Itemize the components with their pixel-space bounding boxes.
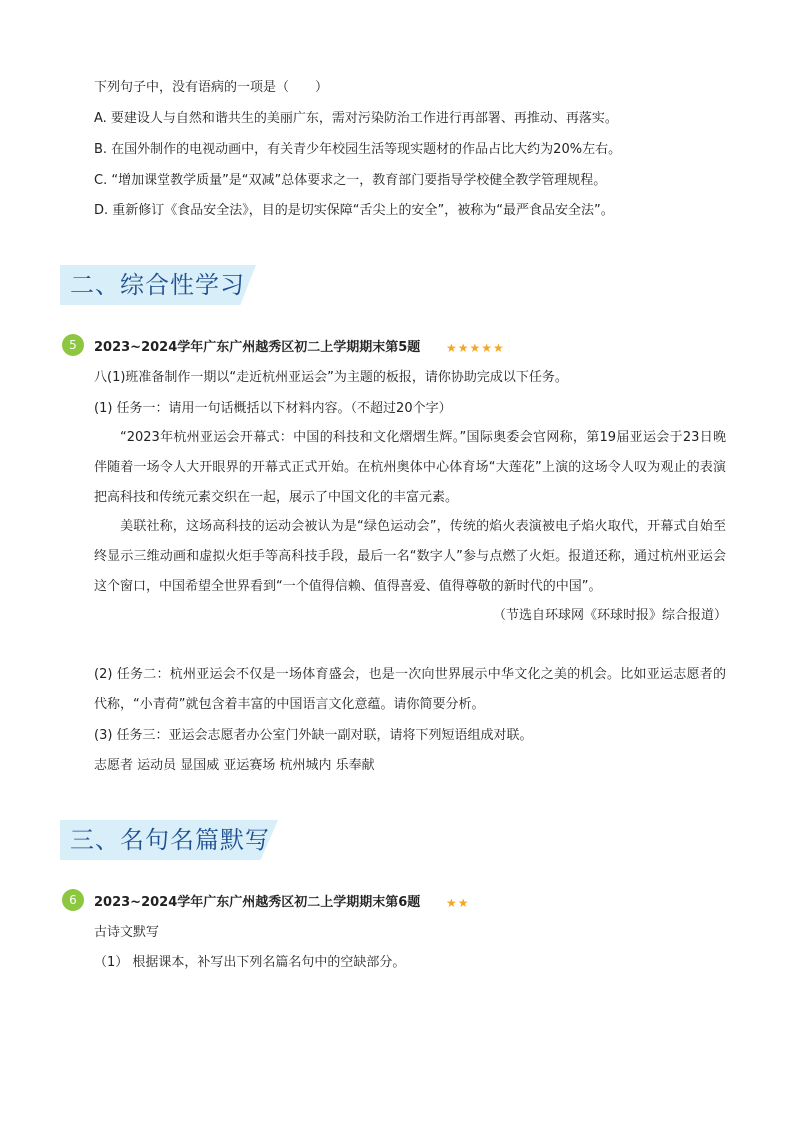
difficulty-stars: ★★★★★ [446, 341, 505, 355]
material-paragraph [94, 423, 726, 513]
option-c: C. “增加课堂教学质量”是“双减”总体要求之一，教育部门要指导学校健全教学管理规程。 [94, 173, 607, 188]
task-three: (3) 任务三：亚运会志愿者办公室门外缺一副对联，请将下列短语组成对联。 [94, 728, 533, 743]
question-subtitle: 古诗文默写 [94, 925, 160, 940]
task-one: (1) 任务一：请用一句话概括以下材料内容。（不超过20个字） [94, 401, 452, 416]
section-title: 二、综合性学习 [70, 271, 245, 299]
section-title: 三、名句名篇默写 [70, 826, 270, 854]
question-item: （1） 根据课本，补写出下列名篇名句中的空缺部分。 [94, 955, 406, 970]
option-d: D. 重新修订《食品安全法》，目的是切实保障“舌尖上的安全”，被称为“最严食品安全法”。 [94, 203, 614, 218]
question-stem: 下列句子中，没有语病的一项是（ ） [94, 80, 329, 95]
material-paragraph [94, 512, 726, 602]
question-title: 2023~2024学年广东广州越秀区初二上学期期末第5题 [94, 340, 421, 355]
question-number-badge: 6 [62, 889, 84, 911]
material-text: “2023年杭州亚运会开幕式：中国的科技和文化熠熠生辉。”国际奥委会官网称，第19届亚运会于23日晚伴随着一场令人大开眼界的开幕式正式开始。在杭州奥体中心体育场“大莲花”上演的这场令人叹为观止的表演把高科技和传统元素交织在一起，展示了中国文化的丰富元素。 [94, 430, 726, 505]
phrase-list: 志愿者 运动员 显国威 亚运赛场 杭州城内 乐奉献 [94, 758, 375, 773]
question-number-badge: 5 [62, 334, 84, 356]
task-two: (2) 任务二：杭州亚运会不仅是一场体育盛会，也是一次向世界展示中华文化之美的机会。比如亚运志愿者的代称，“小青荷”就包含着丰富的中国语言文化意蕴。请你简要分析。 [94, 667, 726, 712]
option-a: A. 要建设人与自然和谐共生的美丽广东，需对污染防治工作进行再部署、再推动、再落实。 [94, 111, 618, 126]
question-intro: 八(1)班准备制作一期以“走近杭州亚运会”为主题的板报，请你协助完成以下任务。 [94, 370, 568, 385]
question-title: 2023~2024学年广东广州越秀区初二上学期期末第6题 [94, 895, 421, 910]
material-source: （节选自环球网《环球时报》综合报道） [492, 608, 727, 623]
material-text: 美联社称，这场高科技的运动会被认为是“绿色运动会”，传统的焰火表演被电子焰火取代，开幕式自始至终显示三维动画和虚拟火炬手等高科技手段，最后一名“数字人”参与点燃了火炬。报道还称，通过杭州亚运会这个窗口，中国希望全世界看到“一个值得信赖、值得喜爱、值得尊敬的新时代的中国”。 [94, 519, 726, 594]
option-b: B. 在国外制作的电视动画中，有关青少年校园生活等现实题材的作品占比大约为20%左右。 [94, 142, 622, 157]
difficulty-stars: ★★ [446, 896, 470, 910]
